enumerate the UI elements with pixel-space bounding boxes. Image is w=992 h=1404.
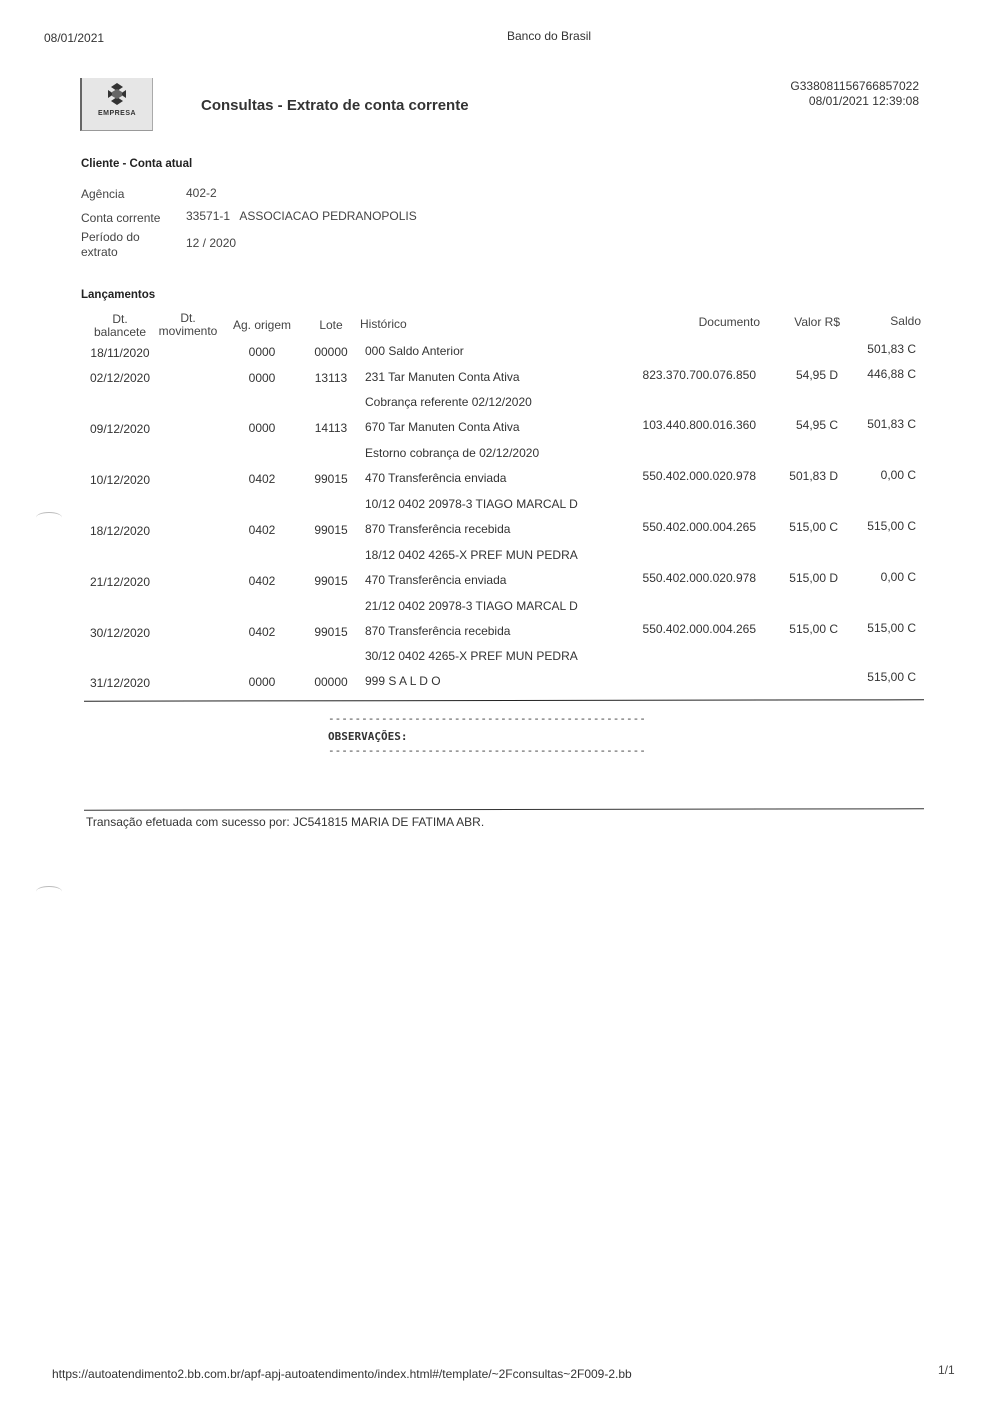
agencia-value: 402-2: [186, 186, 217, 200]
conta-value: 33571-1 ASSOCIACAO PEDRANOPOLIS: [186, 209, 417, 223]
cell-dt-balancete: 02/12/2020: [89, 371, 151, 385]
cell-dt-balancete: 31/12/2020: [89, 676, 151, 690]
cell-documento: 103.440.800.016.360: [642, 418, 756, 432]
cell-dt-balancete: 30/12/2020: [89, 626, 151, 640]
timestamp: 08/01/2021 12:39:08: [808, 94, 919, 108]
periodo-label-line1: Período do: [81, 230, 140, 244]
header-ag-origem: Ag. origem: [232, 318, 292, 332]
cell-saldo: 0,00 C: [880, 468, 916, 482]
cell-lote: 99015: [314, 472, 348, 486]
cell-ag-origem: 0000: [248, 421, 276, 435]
cell-historico: 999 S A L D O: [365, 674, 441, 688]
print-site-name: Banco do Brasil: [507, 29, 592, 43]
cell-ag-origem: 0000: [248, 345, 276, 359]
cell-historico-detail: 30/12 0402 4265-X PREF MUN PEDRA: [365, 649, 578, 663]
cell-dt-balancete: 18/12/2020: [89, 524, 151, 538]
header-valor: Valor R$: [794, 315, 840, 329]
cell-saldo: 515,00 C: [867, 670, 916, 684]
cell-ag-origem: 0000: [248, 371, 276, 385]
cell-saldo: 0,00 C: [880, 570, 916, 584]
cell-historico-detail: 18/12 0402 4265-X PREF MUN PEDRA: [365, 548, 578, 562]
cell-documento: 550.402.000.020.978: [642, 469, 756, 483]
cell-dt-balancete: 10/12/2020: [89, 473, 151, 487]
cell-documento: 550.402.000.020.978: [642, 571, 756, 585]
cell-saldo: 501,83 C: [867, 417, 916, 431]
cell-valor: 515,00 C: [789, 622, 838, 636]
cell-lote: 99015: [314, 523, 348, 537]
table-bottom-rule: [84, 699, 924, 701]
cell-historico: 470 Transferência enviada: [365, 471, 507, 485]
cell-documento: 823.370.700.076.850: [642, 368, 756, 382]
cell-saldo: 446,88 C: [867, 367, 916, 381]
header-documento: Documento: [698, 315, 760, 329]
header-dt-balancete-line2: balancete: [93, 325, 147, 339]
cell-historico: 231 Tar Manuten Conta Ativa: [365, 370, 520, 384]
lancamentos-section-title: Lançamentos: [81, 289, 156, 301]
header-dt-movimento-line2: movimento: [158, 324, 218, 338]
scan-mark: [36, 512, 62, 523]
cell-documento: 550.402.000.004.265: [642, 622, 756, 636]
cell-saldo: 515,00 C: [867, 519, 916, 533]
bank-logo: [80, 78, 153, 131]
cell-ag-origem: 0402: [248, 574, 276, 588]
observacoes-dashes-bottom: ------------------------------------------------: [328, 744, 646, 757]
print-date: 08/01/2021: [44, 31, 105, 45]
transaction-id: G338081156766857022: [790, 79, 919, 93]
cell-saldo: 501,83 C: [867, 342, 916, 356]
cell-historico-detail: Cobrança referente 02/12/2020: [365, 395, 532, 409]
header-dt-balancete-line1: Dt.: [112, 312, 128, 326]
cell-historico-detail: 21/12 0402 20978-3 TIAGO MARCAL D: [365, 599, 578, 613]
logo-text: EMPRESA: [97, 110, 137, 117]
cell-documento: 550.402.000.004.265: [642, 520, 756, 534]
cell-dt-balancete: 21/12/2020: [89, 575, 151, 589]
cell-valor: 515,00 C: [789, 520, 838, 534]
cell-lote: 00000: [314, 345, 348, 359]
cell-lote: 14113: [314, 421, 348, 435]
observacoes-dashes-top: ------------------------------------------------: [328, 712, 646, 725]
page-number: 1/1: [938, 1363, 955, 1377]
conta-label: Conta corrente: [81, 211, 161, 225]
agencia-label: Agência: [81, 187, 125, 201]
cell-ag-origem: 0000: [248, 675, 276, 689]
banco-do-brasil-logo-icon: [104, 82, 130, 106]
cell-historico: 870 Transferência recebida: [365, 522, 511, 536]
header-saldo: Saldo: [890, 314, 921, 328]
cell-historico-detail: Estorno cobrança de 02/12/2020: [365, 446, 540, 460]
cell-lote: 00000: [314, 675, 348, 689]
cell-valor: 54,95 D: [795, 368, 838, 382]
cell-lote: 99015: [314, 625, 348, 639]
scan-mark: [36, 886, 62, 897]
cell-ag-origem: 0402: [248, 523, 276, 537]
header-lote: Lote: [319, 318, 343, 332]
cell-historico: 470 Transferência enviada: [365, 573, 507, 587]
cell-lote: 13113: [314, 371, 348, 385]
cell-ag-origem: 0402: [248, 472, 276, 486]
cell-ag-origem: 0402: [248, 625, 276, 639]
cell-valor: 515,00 D: [789, 571, 838, 585]
cell-valor: 501,83 D: [789, 469, 838, 483]
page-title: Consultas - Extrato de conta corrente: [201, 97, 469, 114]
header-dt-balancete: [84, 313, 156, 339]
cell-historico: 870 Transferência recebida: [365, 624, 511, 638]
cell-lote: 99015: [314, 574, 348, 588]
periodo-value: 12 / 2020: [186, 236, 237, 250]
footer-rule: [84, 808, 924, 810]
observacoes-label: OBSERVAÇÕES:: [328, 730, 408, 743]
cell-dt-balancete: 09/12/2020: [89, 422, 151, 436]
header-dt-movimento-line1: Dt.: [180, 311, 196, 325]
cell-historico: 670 Tar Manuten Conta Ativa: [365, 420, 520, 434]
cell-historico-detail: 10/12 0402 20978-3 TIAGO MARCAL D: [365, 497, 578, 511]
cell-historico: 000 Saldo Anterior: [365, 344, 464, 358]
client-section-title: Cliente - Conta atual: [81, 158, 193, 170]
print-url: https://autoatendimento2.bb.com.br/apf-apj-autoatendimento/index.html#/template/~2Fconsultas~2F009-2.bb: [52, 1367, 632, 1381]
cell-valor: 54,95 C: [795, 418, 838, 432]
transaction-status: Transação efetuada com sucesso por: JC541815 MARIA DE FATIMA ABR.: [86, 815, 485, 829]
header-dt-movimento: [156, 312, 220, 338]
cell-dt-balancete: 18/11/2020: [90, 346, 150, 360]
header-historico: Histórico: [360, 317, 407, 331]
periodo-label-line2: extrato: [81, 245, 118, 259]
cell-saldo: 515,00 C: [867, 621, 916, 635]
